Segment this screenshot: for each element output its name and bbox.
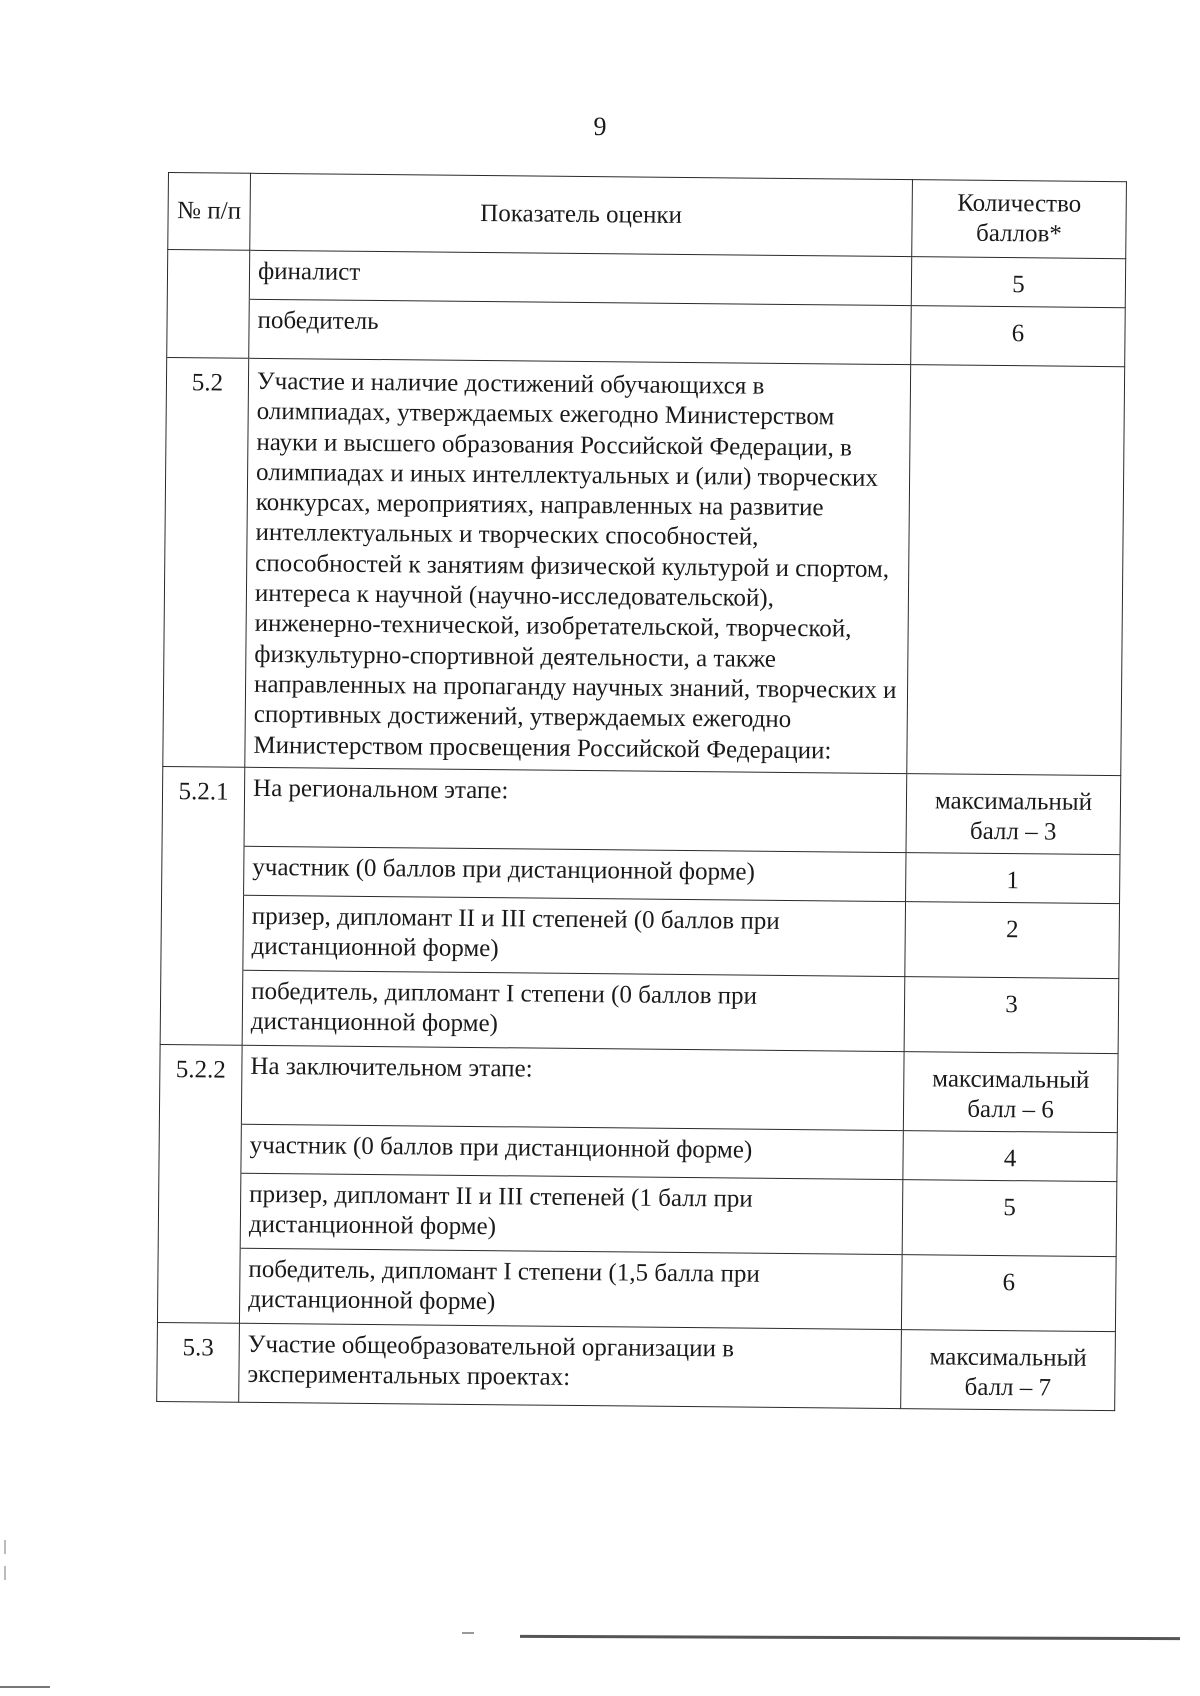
row-indicator: призер, дипломант II и III степеней (0 баллов при дистанционной форме) bbox=[243, 895, 906, 976]
row-number bbox=[159, 1123, 241, 1173]
table-row bbox=[157, 1247, 1116, 1331]
row-points: максимальный балл – 3 bbox=[906, 773, 1121, 854]
row-indicator: победитель, дипломант I степени (1,5 балла при дистанционной форме) bbox=[239, 1248, 902, 1329]
scan-fold-marks bbox=[4, 1540, 6, 1592]
row-indicator: призер, дипломант II и III степеней (1 балл при дистанционной форме) bbox=[240, 1173, 903, 1254]
row-points: 6 bbox=[901, 1254, 1116, 1331]
row-number bbox=[167, 250, 249, 300]
table-header-row bbox=[168, 173, 1127, 259]
row-indicator: На региональном этапе: bbox=[244, 767, 907, 852]
page-number: 9 bbox=[593, 112, 607, 141]
row-indicator: На заключительном этапе: bbox=[241, 1045, 904, 1130]
header-number: № п/п bbox=[168, 173, 251, 251]
row-indicator: победитель bbox=[249, 299, 912, 364]
row-number bbox=[167, 298, 250, 358]
header-indicator: Показатель оценки bbox=[250, 173, 913, 256]
table-row bbox=[161, 894, 1120, 978]
row-points: 6 bbox=[911, 306, 1126, 367]
row-number bbox=[160, 969, 243, 1045]
row-number: 5.3 bbox=[157, 1322, 240, 1402]
table-row bbox=[167, 298, 1126, 366]
header-points: Количество баллов* bbox=[912, 180, 1127, 259]
scan-mark bbox=[462, 1632, 474, 1634]
row-points: 5 bbox=[911, 257, 1125, 308]
row-points: максимальный балл – 6 bbox=[903, 1051, 1118, 1132]
row-points: 2 bbox=[905, 901, 1120, 978]
row-indicator: финалист bbox=[249, 250, 911, 305]
row-points: 3 bbox=[904, 976, 1119, 1053]
row-number bbox=[162, 845, 244, 895]
scan-edge-line bbox=[0, 1686, 50, 1688]
row-number: 5.2.2 bbox=[159, 1044, 242, 1124]
row-points: 4 bbox=[903, 1130, 1117, 1181]
row-number bbox=[158, 1172, 241, 1248]
table-row bbox=[162, 766, 1121, 854]
row-points: 5 bbox=[902, 1179, 1117, 1256]
scoring-table bbox=[156, 172, 1127, 1411]
row-number bbox=[161, 894, 244, 970]
row-indicator: Участие общеобразовательной организации в экспериментальных проектах: bbox=[239, 1323, 902, 1408]
table-row bbox=[159, 1044, 1118, 1132]
row-indicator: участник (0 баллов при дистанционной форме) bbox=[241, 1124, 903, 1179]
row-number bbox=[157, 1247, 240, 1323]
table-row bbox=[158, 1172, 1117, 1256]
scan-bottom-line bbox=[520, 1635, 1180, 1640]
row-indicator: Участие и наличие достижений обучающихся в олимпиадах, утверждаемых ежегодно Министерством науки и высшего образования Российской Федерации, в олимпиадах и иных интеллектуальных и (или) творческих конкурсах, мероприятиях, направленных на развитие интеллектуальных и творческих способностей, способностей к занятиям физической культурой и спортом, интереса к научной (научно-исследовательской), инженерно-технической, изобретательской, творческой, физкультурно-спортивной деятельности, а также направленных на пропаганду научных знаний, творческих и спортивных достижений, утверждаемых ежегодно Министерством просвещения Российской Федерации: bbox=[245, 358, 911, 773]
row-number: 5.2 bbox=[163, 357, 249, 767]
row-points bbox=[907, 365, 1125, 776]
table-row bbox=[163, 357, 1125, 775]
row-number: 5.2.1 bbox=[162, 766, 245, 846]
table-row bbox=[160, 969, 1119, 1053]
row-indicator: участник (0 баллов при дистанционной форме) bbox=[244, 846, 906, 901]
row-indicator: победитель, дипломант I степени (0 баллов при дистанционной форме) bbox=[242, 970, 905, 1051]
row-points: 1 bbox=[906, 852, 1120, 903]
row-points: максимальный балл – 7 bbox=[901, 1329, 1116, 1410]
table-row bbox=[157, 1322, 1116, 1410]
